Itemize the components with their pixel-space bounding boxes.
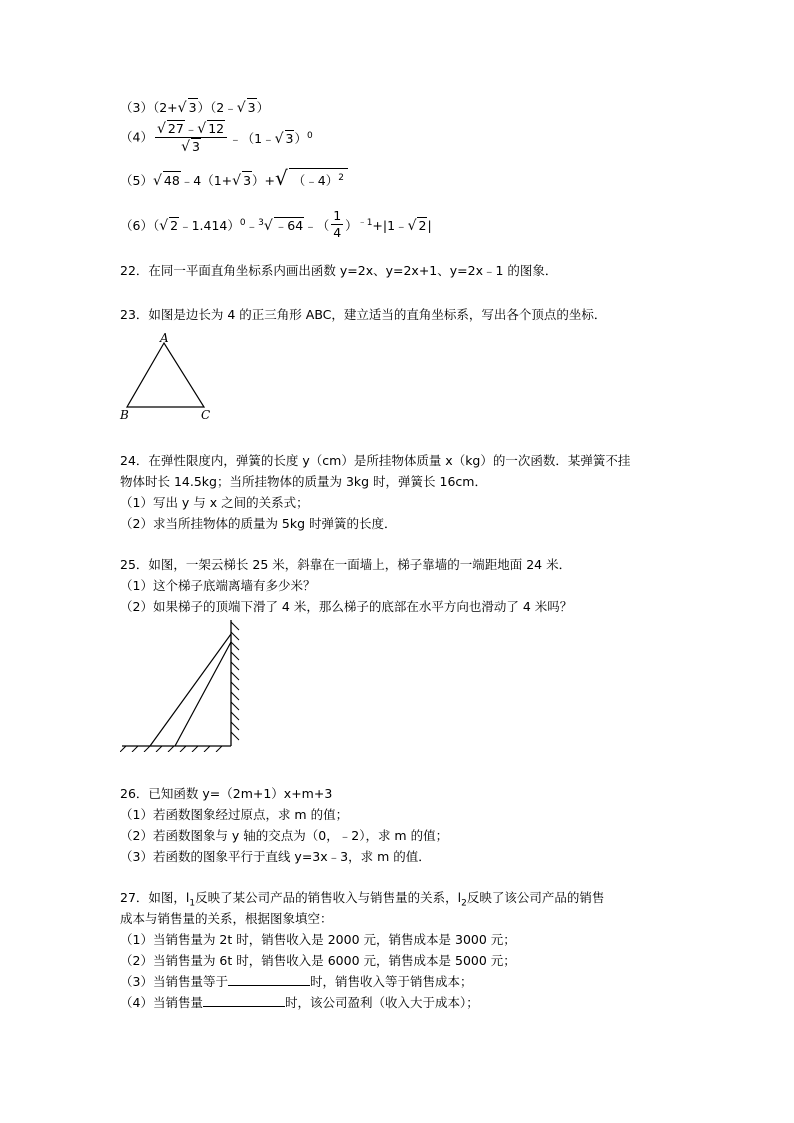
q27-sub3: （3）当销售量等于 时，销售收入等于销售成本；	[120, 974, 473, 989]
radical-sign: √	[177, 100, 187, 116]
answer-blank[interactable]	[228, 973, 310, 986]
fraction-one-quarter: $\frac{1}{4}$	[333, 208, 342, 240]
q21-part5: （5）√ 48﹣4（1+√ 3）+√ （﹣4）$^2$	[120, 168, 348, 190]
q25-sub1: （1）这个梯子底端离墙有多少米？	[120, 578, 316, 593]
triangle-figure	[116, 333, 216, 423]
q27-line1: 27．如图，$l_1$反映了某公司产品的销售收入与销售量的关系，$l_2$反映了该公司产品的销售	[120, 890, 605, 909]
answer-blank[interactable]	[203, 994, 285, 1007]
q26-sub1: （1）若函数图象经过原点，求 m 的值；	[120, 807, 349, 822]
ladder-slid	[175, 642, 231, 746]
q27-sub4: （4）当销售量 时，该公司盈利（收入大于成本）；	[120, 995, 479, 1010]
q24-sub1: （1）写出 y 与 x 之间的关系式；	[120, 495, 309, 510]
triangle-abc	[127, 343, 204, 407]
fraction: $\frac{√ 27﹣√ 12}{√ 3}$	[155, 120, 227, 155]
ground-hatching	[120, 746, 222, 752]
wall-hatching	[231, 622, 239, 740]
q24-sub2: （2）求当所挂物体的质量为 5kg 时弹簧的长度．	[120, 516, 397, 531]
q24-line1: 24．在弹性限度内，弹簧的长度 y（cm）是所挂物体质量 x（kg）的一次函数．某弹簧不挂	[120, 453, 631, 468]
q21-part4: （4） $\frac{√ 27﹣√ 12}{√ 3}$ ﹣（1﹣√ 3）$^0$	[120, 121, 313, 155]
ladder-figure	[120, 618, 245, 752]
ladder-original	[150, 634, 231, 746]
q21-part6: （6）（√ 2﹣1.414）$^0$﹣$^3$√ ﹣64﹣（ $\frac{1}{4}$ ）$^{﹣1}$+|1﹣√ 2|	[120, 208, 432, 240]
radical-sign: √	[236, 100, 246, 116]
q26-line1: 26．已知函数 y=（2m+1）x+m+3	[120, 786, 333, 801]
vertex-label-b: B	[120, 408, 129, 422]
q21-part3: （3）（2+√ 3）（2﹣√ 3）	[120, 100, 270, 116]
q27-line2: 成本与销售量的关系，根据图象填空：	[120, 911, 333, 926]
q25-line1: 25．如图，一架云梯长 25 米，斜靠在一面墙上，梯子靠墙的一端距地面 24 米．	[120, 557, 572, 572]
q23-text: 23．如图是边长为 4 的正三角形 ABC，建立适当的直角坐标系，写出各个顶点的坐标．	[120, 307, 607, 322]
q26-sub3: （3）若函数的图象平行于直线 y=3x﹣3，求 m 的值．	[120, 849, 431, 864]
q24-line2: 物体时长 14.5kg；当所挂物体的质量为 3kg 时，弹簧长 16cm．	[120, 474, 487, 489]
q27-sub2: （2）当销售量为 6t 时，销售收入是 6000 元，销售成本是 5000 元；	[120, 953, 516, 968]
vertex-label-a: A	[160, 333, 169, 345]
q25-sub2: （2）如果梯子的顶端下滑了 4 米，那么梯子的底部在水平方向也滑动了 4 米吗？	[120, 599, 573, 614]
q26-sub2: （2）若函数图象与 y 轴的交点为（0，﹣2），求 m 的值；	[120, 828, 449, 843]
vertex-label-c: C	[201, 408, 211, 422]
q27-sub1: （1）当销售量为 2t 时，销售收入是 2000 元，销售成本是 3000 元；	[120, 932, 516, 947]
q22-text: 22．在同一平面直角坐标系内画出函数 y=2x、y=2x+1、y=2x﹣1 的图象．	[120, 263, 558, 278]
